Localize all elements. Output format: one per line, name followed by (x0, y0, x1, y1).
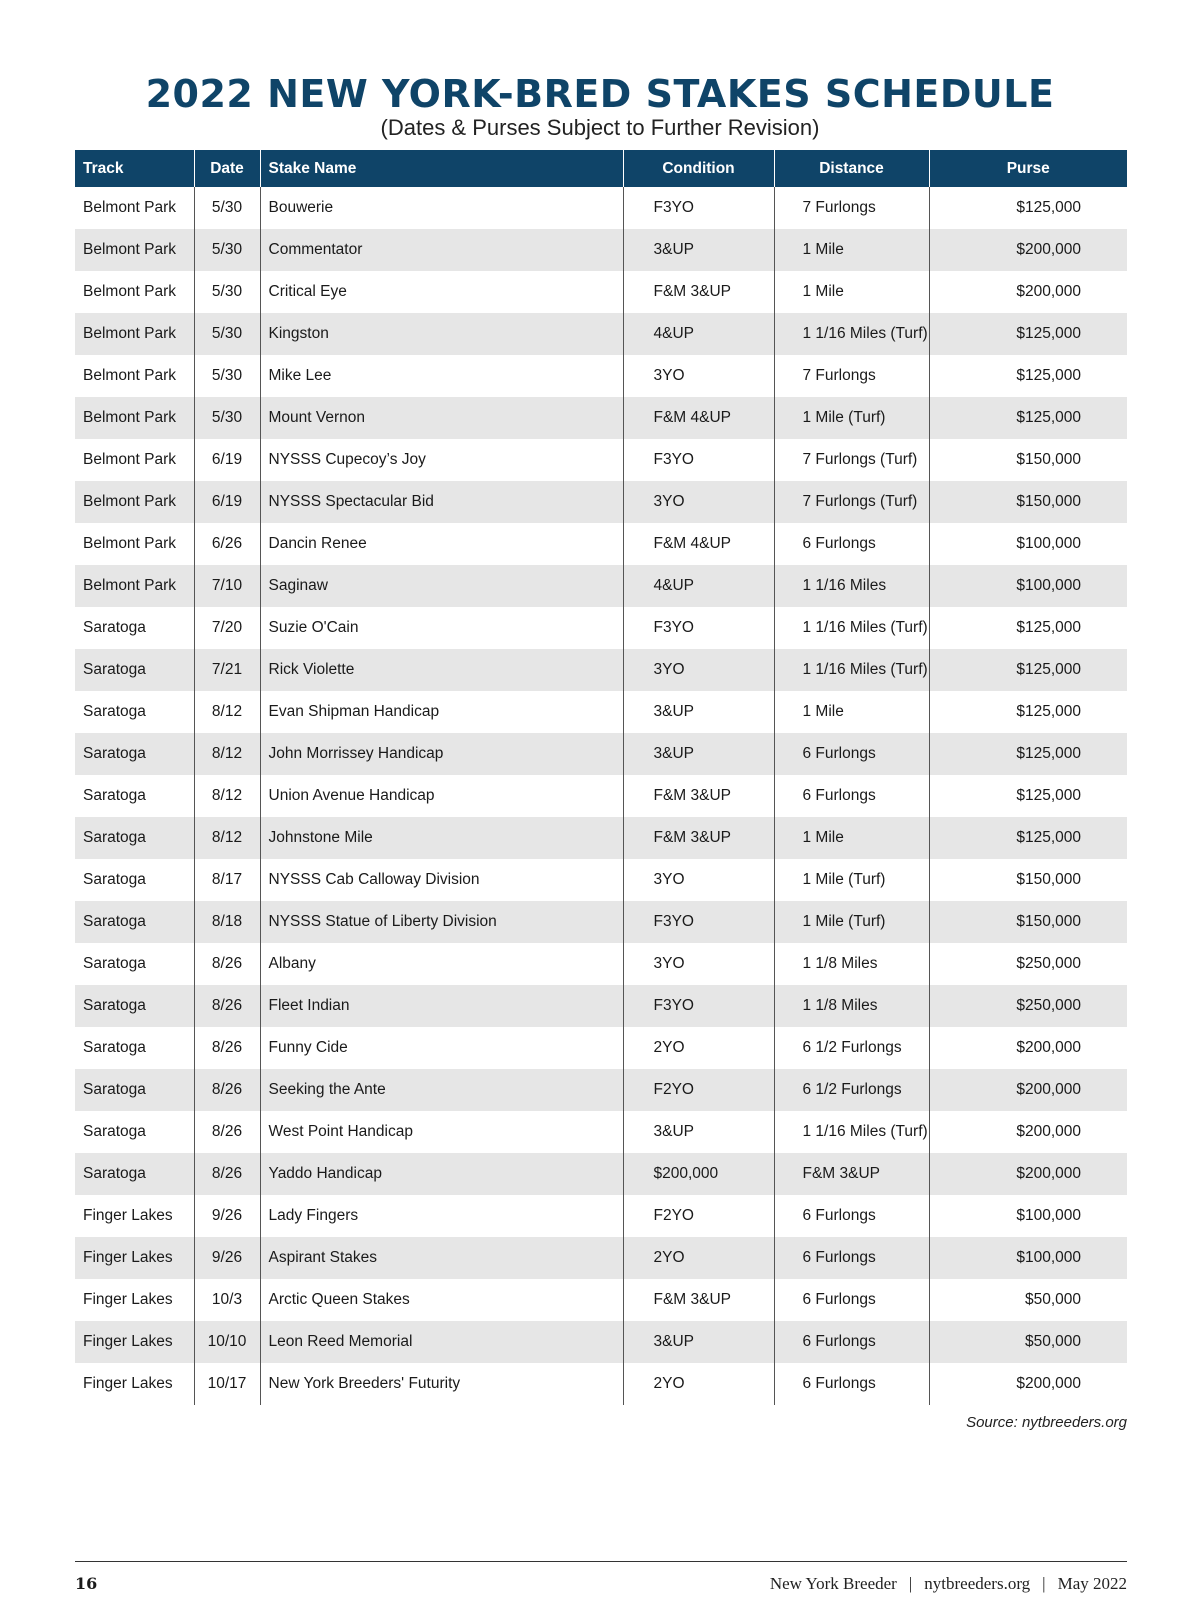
cell-condition: F2YO (623, 1195, 774, 1237)
cell-distance: 6 Furlongs (774, 1321, 929, 1363)
cell-date: 8/12 (194, 733, 260, 775)
cell-purse: $150,000 (1016, 871, 1081, 888)
cell-distance: 1 Mile (774, 271, 929, 313)
cell-purse: $200,000 (929, 1153, 1127, 1195)
cell-condition: 3YO (623, 859, 774, 901)
cell-stake-name: Evan Shipman Handicap (260, 691, 623, 733)
cell-condition: F&M 3&UP (623, 1279, 774, 1321)
page-number: 16 (75, 1574, 98, 1593)
cell-purse: $200,000 (929, 229, 1127, 271)
cell-distance: 1 Mile (Turf) (774, 901, 929, 943)
cell-purse: $125,000 (1016, 367, 1081, 384)
cell-stake-name: NYSSS Cupecoy’s Joy (260, 439, 623, 481)
cell-track: Saratoga (75, 649, 194, 691)
table-row (75, 1111, 1127, 1153)
cell-date: 9/26 (194, 1237, 260, 1279)
table-row (75, 649, 1127, 691)
cell-date: 8/26 (194, 1027, 260, 1069)
cell-date: 6/19 (194, 481, 260, 523)
footer-separator: | (1042, 1574, 1046, 1593)
cell-condition: F&M 3&UP (623, 817, 774, 859)
cell-track: Belmont Park (75, 565, 194, 607)
cell-stake-name: Union Avenue Handicap (260, 775, 623, 817)
footer-issue: May 2022 (1057, 1574, 1127, 1593)
cell-stake-name: Saginaw (260, 565, 623, 607)
cell-condition: 3YO (623, 355, 774, 397)
table-row (75, 1069, 1127, 1111)
cell-condition: F&M 4&UP (623, 397, 774, 439)
cell-distance: 6 1/2 Furlongs (774, 1069, 929, 1111)
cell-track: Saratoga (75, 775, 194, 817)
header-track: Track (75, 150, 194, 187)
cell-purse: $250,000 (929, 985, 1127, 1027)
cell-date: 7/20 (194, 607, 260, 649)
cell-track: Finger Lakes (75, 1195, 194, 1237)
cell-distance: 6 Furlongs (774, 775, 929, 817)
cell-stake-name: Lady Fingers (260, 1195, 623, 1237)
cell-stake-name: Arctic Queen Stakes (260, 1279, 623, 1321)
cell-stake-name: NYSSS Cab Calloway Division (260, 859, 623, 901)
table-row (75, 1027, 1127, 1069)
table-row (75, 229, 1127, 271)
cell-stake-name: Fleet Indian (260, 985, 623, 1027)
cell-purse: $50,000 (1024, 1291, 1081, 1308)
cell-date: 8/26 (194, 1069, 260, 1111)
cell-purse: $125,000 (1016, 787, 1081, 804)
cell-track: Saratoga (75, 1069, 194, 1111)
cell-stake-name: John Morrissey Handicap (260, 733, 623, 775)
cell-distance: 6 Furlongs (774, 1279, 929, 1321)
cell-purse: $150,000 (1016, 451, 1081, 468)
cell-date: 5/30 (194, 187, 260, 229)
cell-purse: $150,000 (929, 901, 1127, 943)
cell-date: 5/30 (194, 271, 260, 313)
cell-stake-name: Kingston (260, 313, 623, 355)
table-row (75, 439, 1127, 481)
table-header (75, 150, 1127, 187)
cell-purse: $125,000 (929, 733, 1127, 775)
cell-purse: $200,000 (1016, 1039, 1081, 1056)
table-row (75, 1237, 1127, 1279)
cell-distance: 6 Furlongs (774, 1237, 929, 1279)
table-row (75, 481, 1127, 523)
cell-purse: $125,000 (929, 817, 1127, 859)
cell-track: Saratoga (75, 691, 194, 733)
source-note: Source: nytbreeders.org (966, 1414, 1127, 1431)
cell-stake-name: Albany (260, 943, 623, 985)
header-condition: Condition (623, 150, 774, 187)
cell-track: Belmont Park (75, 523, 194, 565)
cell-track: Belmont Park (75, 313, 194, 355)
table-row (75, 985, 1127, 1027)
header-distance: Distance (774, 150, 929, 187)
cell-distance: 6 Furlongs (774, 733, 929, 775)
cell-stake-name: Seeking the Ante (260, 1069, 623, 1111)
cell-track: Saratoga (75, 1027, 194, 1069)
cell-condition: F3YO (623, 187, 774, 229)
cell-condition: 2YO (623, 1027, 774, 1069)
cell-condition: 3&UP (623, 733, 774, 775)
cell-stake-name: Mount Vernon (260, 397, 623, 439)
cell-stake-name: Suzie O'Cain (260, 607, 623, 649)
cell-date: 8/17 (194, 859, 260, 901)
cell-date: 7/21 (194, 649, 260, 691)
cell-distance: 1 1/8 Miles (774, 985, 929, 1027)
table-row (75, 1195, 1127, 1237)
cell-date: 5/30 (194, 313, 260, 355)
table-row (75, 817, 1127, 859)
cell-condition: 4&UP (623, 313, 774, 355)
cell-distance: 1 Mile (Turf) (774, 859, 929, 901)
cell-date: 8/26 (194, 1153, 260, 1195)
cell-condition: 2YO (623, 1237, 774, 1279)
footer-publication: New York Breeder (769, 1574, 897, 1593)
cell-purse: $125,000 (1016, 199, 1081, 216)
cell-distance: 6 Furlongs (774, 523, 929, 565)
cell-purse: $125,000 (1016, 703, 1081, 720)
cell-stake-name: West Point Handicap (260, 1111, 623, 1153)
cell-stake-name: Critical Eye (260, 271, 623, 313)
table-row (75, 901, 1127, 943)
footer-divider (75, 1561, 1127, 1562)
cell-track: Saratoga (75, 985, 194, 1027)
cell-date: 8/18 (194, 901, 260, 943)
cell-date: 5/30 (194, 229, 260, 271)
cell-date: 6/26 (194, 523, 260, 565)
cell-date: 10/10 (194, 1321, 260, 1363)
table-row (75, 1363, 1127, 1405)
cell-stake-name: Rick Violette (260, 649, 623, 691)
cell-track: Saratoga (75, 1111, 194, 1153)
cell-track: Belmont Park (75, 481, 194, 523)
cell-track: Finger Lakes (75, 1279, 194, 1321)
cell-stake-name: Leon Reed Memorial (260, 1321, 623, 1363)
table-row (75, 565, 1127, 607)
table-body (75, 187, 1127, 1405)
page-title: 2022 NEW YORK-BRED STAKES SCHEDULE (145, 72, 1055, 116)
cell-distance: 1 1/16 Miles (Turf) (774, 649, 929, 691)
cell-distance: 1 1/16 Miles (Turf) (774, 313, 929, 355)
cell-track: Belmont Park (75, 397, 194, 439)
cell-track: Saratoga (75, 817, 194, 859)
cell-date: 10/3 (194, 1279, 260, 1321)
cell-distance: 7 Furlongs (774, 355, 929, 397)
cell-condition: F&M 3&UP (623, 271, 774, 313)
cell-condition: 4&UP (623, 565, 774, 607)
cell-distance: 1 Mile (774, 691, 929, 733)
table-row (75, 1321, 1127, 1363)
cell-condition: 3&UP (623, 1321, 774, 1363)
cell-purse: $100,000 (929, 565, 1127, 607)
cell-stake-name: New York Breeders' Futurity (260, 1363, 623, 1405)
cell-date: 8/12 (194, 817, 260, 859)
table-row (75, 1279, 1127, 1321)
cell-stake-name: NYSSS Statue of Liberty Division (260, 901, 623, 943)
cell-track: Finger Lakes (75, 1363, 194, 1405)
cell-date: 6/19 (194, 439, 260, 481)
cell-distance: 1 1/16 Miles (Turf) (774, 1111, 929, 1153)
cell-condition: 3&UP (623, 691, 774, 733)
cell-purse: $125,000 (929, 649, 1127, 691)
header-stake-name: Stake Name (260, 150, 623, 187)
cell-stake-name: Funny Cide (260, 1027, 623, 1069)
table-row (75, 271, 1127, 313)
cell-stake-name: Dancin Renee (260, 523, 623, 565)
cell-date: 10/17 (194, 1363, 260, 1405)
cell-track: Saratoga (75, 607, 194, 649)
table-row (75, 1153, 1127, 1195)
cell-condition: 3YO (623, 481, 774, 523)
cell-purse: $125,000 (929, 397, 1127, 439)
cell-condition: F&M 3&UP (623, 775, 774, 817)
table-row (75, 943, 1127, 985)
cell-date: 8/26 (194, 985, 260, 1027)
cell-distance: 1 Mile (774, 229, 929, 271)
cell-condition: $200,000 (623, 1153, 774, 1195)
cell-condition: 3&UP (623, 1111, 774, 1153)
cell-date: 8/12 (194, 691, 260, 733)
table-row (75, 397, 1127, 439)
cell-track: Belmont Park (75, 439, 194, 481)
cell-date: 7/10 (194, 565, 260, 607)
cell-distance: F&M 3&UP (774, 1153, 929, 1195)
header-date: Date (194, 150, 260, 187)
cell-purse: $250,000 (1016, 955, 1081, 972)
table-row (75, 313, 1127, 355)
cell-stake-name: Mike Lee (260, 355, 623, 397)
cell-condition: F3YO (623, 985, 774, 1027)
cell-condition: 3&UP (623, 229, 774, 271)
cell-stake-name: Yaddo Handicap (260, 1153, 623, 1195)
cell-purse: $50,000 (929, 1321, 1127, 1363)
table-header-row (75, 150, 1127, 187)
cell-track: Saratoga (75, 943, 194, 985)
cell-purse: $100,000 (1016, 1207, 1081, 1224)
table-row (75, 523, 1127, 565)
cell-date: 5/30 (194, 397, 260, 439)
cell-distance: 7 Furlongs (Turf) (774, 481, 929, 523)
cell-stake-name: NYSSS Spectacular Bid (260, 481, 623, 523)
cell-purse: $100,000 (1016, 535, 1081, 552)
table-row (75, 355, 1127, 397)
cell-condition: 2YO (623, 1363, 774, 1405)
cell-purse: $100,000 (929, 1237, 1127, 1279)
footer-credits (770, 1574, 1127, 1594)
cell-stake-name: Commentator (260, 229, 623, 271)
cell-track: Belmont Park (75, 355, 194, 397)
table-row (75, 187, 1127, 229)
cell-condition: F3YO (623, 439, 774, 481)
cell-condition: F2YO (623, 1069, 774, 1111)
cell-distance: 6 Furlongs (774, 1363, 929, 1405)
cell-purse: $125,000 (1016, 619, 1081, 636)
cell-distance: 1 Mile (Turf) (774, 397, 929, 439)
table-row (75, 775, 1127, 817)
cell-track: Finger Lakes (75, 1321, 194, 1363)
cell-stake-name: Johnstone Mile (260, 817, 623, 859)
cell-purse: $200,000 (1016, 1123, 1081, 1140)
cell-purse: $200,000 (929, 1069, 1127, 1111)
cell-track: Saratoga (75, 901, 194, 943)
cell-purse: $200,000 (1016, 283, 1081, 300)
cell-date: 8/12 (194, 775, 260, 817)
cell-track: Belmont Park (75, 229, 194, 271)
cell-condition: 3YO (623, 649, 774, 691)
cell-track: Finger Lakes (75, 1237, 194, 1279)
table-row (75, 859, 1127, 901)
table-row (75, 691, 1127, 733)
footer-separator: | (908, 1574, 913, 1593)
cell-track: Saratoga (75, 859, 194, 901)
cell-distance: 6 1/2 Furlongs (774, 1027, 929, 1069)
cell-date: 9/26 (194, 1195, 260, 1237)
cell-date: 8/26 (194, 943, 260, 985)
cell-track: Saratoga (75, 733, 194, 775)
cell-distance: 1 1/16 Miles (774, 565, 929, 607)
cell-condition: F3YO (623, 901, 774, 943)
stakes-schedule-table (75, 150, 1127, 1405)
table-row (75, 607, 1127, 649)
cell-distance: 6 Furlongs (774, 1195, 929, 1237)
cell-purse: $125,000 (929, 313, 1127, 355)
table-row (75, 733, 1127, 775)
cell-condition: 3YO (623, 943, 774, 985)
cell-date: 5/30 (194, 355, 260, 397)
cell-track: Saratoga (75, 1153, 194, 1195)
footer-website: nytbreeders.org (924, 1574, 1031, 1593)
cell-distance: 7 Furlongs (Turf) (774, 439, 929, 481)
header-purse: Purse (929, 150, 1127, 187)
cell-distance: 1 1/16 Miles (Turf) (774, 607, 929, 649)
cell-condition: F&M 4&UP (623, 523, 774, 565)
cell-track: Belmont Park (75, 187, 194, 229)
cell-date: 8/26 (194, 1111, 260, 1153)
cell-stake-name: Aspirant Stakes (260, 1237, 623, 1279)
cell-condition: F3YO (623, 607, 774, 649)
cell-track: Belmont Park (75, 271, 194, 313)
cell-distance: 7 Furlongs (774, 187, 929, 229)
cell-distance: 1 Mile (774, 817, 929, 859)
page-subtitle: (Dates & Purses Subject to Further Revision) (380, 115, 820, 140)
cell-distance: 1 1/8 Miles (774, 943, 929, 985)
cell-stake-name: Bouwerie (260, 187, 623, 229)
cell-purse: $150,000 (929, 481, 1127, 523)
cell-purse: $200,000 (1016, 1375, 1081, 1392)
